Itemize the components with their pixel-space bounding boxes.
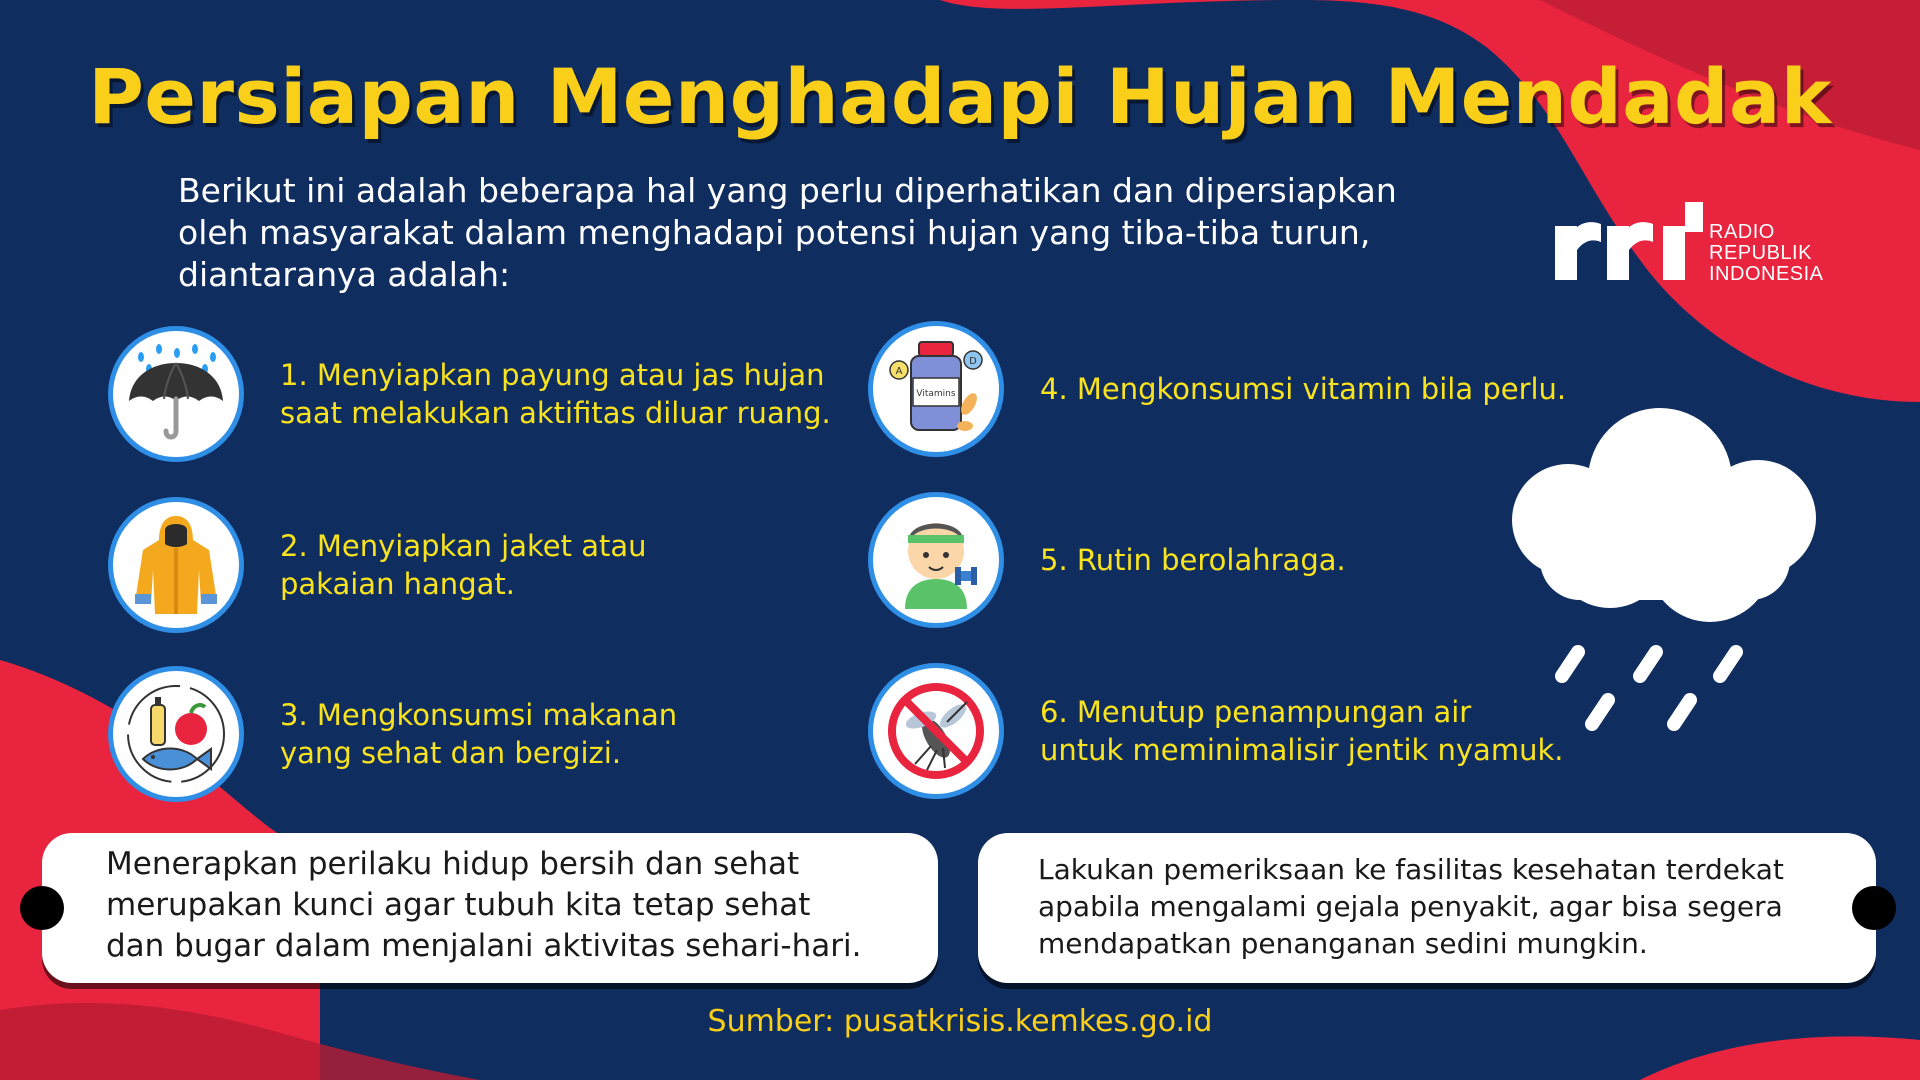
tip-item-5 xyxy=(868,492,1346,628)
page-title: Persiapan Menghadapi Hujan Mendadak xyxy=(88,52,1832,141)
tip-3-line-1: 3. Mengkonsumsi makanan xyxy=(280,698,678,732)
tip-3-line-2: yang sehat dan bergizi. xyxy=(280,736,622,770)
intro-line-1: Berikut ini adalah beberapa hal yang perlu diperhatikan dan dipersiapkan xyxy=(178,171,1397,210)
tip-2-line-1: 2. Menyiapkan jaket atau xyxy=(280,529,647,563)
logo-line-2: REPUBLIK xyxy=(1709,242,1812,264)
message-left-line-1: Menerapkan perilaku hidup bersih dan sehat xyxy=(106,846,800,882)
message-left-line-2: merupakan kunci agar tubuh kita tetap sehat xyxy=(106,887,811,923)
tip-item-6 xyxy=(868,663,1563,799)
intro-line-3: diantaranya adalah: xyxy=(178,255,511,294)
tip-text-3 xyxy=(280,696,677,772)
message-right-line-3: mendapatkan penanganan sedini mungkin. xyxy=(1038,927,1648,960)
svg-text:D: D xyxy=(969,356,977,367)
healthy-food-icon xyxy=(121,679,231,789)
tip-text-1 xyxy=(280,356,831,432)
vitamins-label: Vitamins xyxy=(916,389,956,399)
no-mosquito-icon xyxy=(881,676,991,786)
message-box-right xyxy=(978,833,1876,983)
message-box-left xyxy=(42,833,938,983)
left-dot xyxy=(20,886,64,930)
svg-text:A: A xyxy=(895,366,903,377)
tip-5-line-1: 5. Rutin berolahraga. xyxy=(1040,543,1346,577)
message-left-text xyxy=(106,844,926,967)
tip-icon-circle xyxy=(868,321,1004,457)
umbrella-icon xyxy=(121,339,231,449)
intro-line-2: oleh masyarakat dalam menghadapi potensi hujan yang tiba-tiba turun, xyxy=(178,213,1371,252)
logo-line-3: INDONESIA xyxy=(1709,263,1824,285)
tip-6-line-2: untuk meminimalisir jentik nyamuk. xyxy=(1040,733,1564,767)
exercise-icon xyxy=(881,505,991,615)
message-right-text xyxy=(1038,851,1858,962)
tip-1-line-1: 1. Menyiapkan payung atau jas hujan xyxy=(280,358,825,392)
logo-line-1: RADIO xyxy=(1709,221,1775,243)
vitamins-icon xyxy=(881,334,991,444)
message-right-line-2: apabila mengalami gejala penyakit, agar bisa segera xyxy=(1038,890,1783,923)
intro-text xyxy=(178,170,1478,296)
raincoat-icon xyxy=(121,510,231,620)
tip-1-line-2: saat melakukan aktifitas diluar ruang. xyxy=(280,396,831,430)
tip-text-5 xyxy=(1040,541,1346,579)
tip-icon-circle xyxy=(868,663,1004,799)
rain-cloud-icon xyxy=(1480,400,1840,760)
right-dot xyxy=(1852,886,1896,930)
message-left-line-3: dan bugar dalam menjalani aktivitas sehari-hari. xyxy=(106,928,862,964)
tip-item-2 xyxy=(108,497,647,633)
message-right-line-1: Lakukan pemeriksaan ke fasilitas kesehatan terdekat xyxy=(1038,853,1784,886)
rri-logo-text xyxy=(1709,222,1824,285)
tip-6-line-1: 6. Menutup penampungan air xyxy=(1040,695,1472,729)
tip-item-1 xyxy=(108,326,831,462)
tip-4-line-1: 4. Mengkonsumsi vitamin bila perlu. xyxy=(1040,372,1567,406)
tip-icon-circle xyxy=(108,666,244,802)
tip-icon-circle xyxy=(108,497,244,633)
tip-icon-circle xyxy=(108,326,244,462)
tip-item-3 xyxy=(108,666,677,802)
source-credit: Sumber: pusatkrisis.kemkes.go.id xyxy=(707,1004,1213,1039)
tip-2-line-2: pakaian hangat. xyxy=(280,567,515,601)
tip-icon-circle xyxy=(868,492,1004,628)
tip-text-2 xyxy=(280,527,647,603)
tip-item-4 xyxy=(868,321,1566,457)
